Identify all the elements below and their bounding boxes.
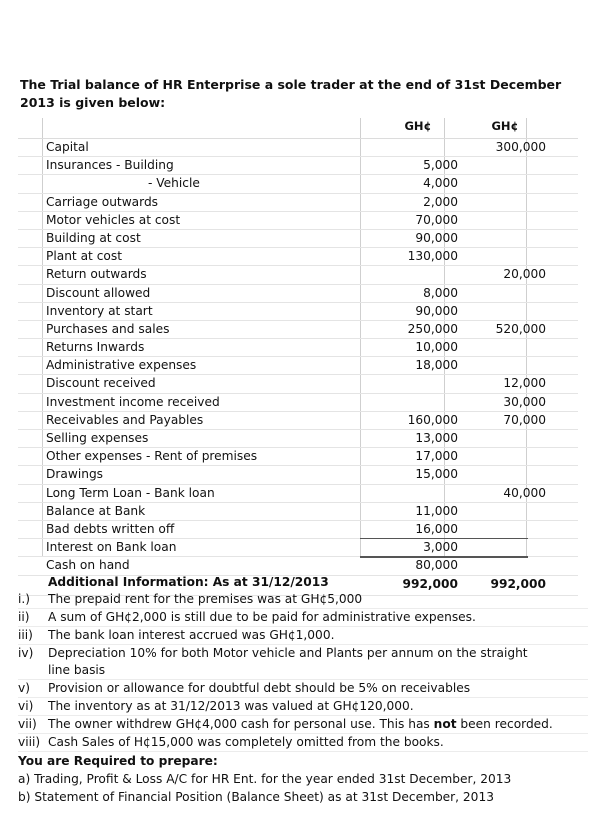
credit-value: 520,000 <box>495 321 546 336</box>
list-item <box>18 609 588 627</box>
credit-value: 40,000 <box>503 485 546 500</box>
table-row <box>18 539 578 557</box>
table-row <box>18 357 578 375</box>
account-label: Interest on Bank loan <box>46 540 177 555</box>
account-label: Discount received <box>46 376 156 391</box>
item-number: iii) <box>18 628 33 642</box>
debit-column-header: GH¢ <box>404 119 432 133</box>
table-row <box>18 303 578 321</box>
account-label: Motor vehicles at cost <box>46 212 181 227</box>
debit-value: 11,000 <box>415 503 458 518</box>
item-number: vii) <box>18 717 37 731</box>
credit-value: 70,000 <box>503 412 546 427</box>
account-label: Selling expenses <box>46 431 149 445</box>
item-text: Depreciation 10% for both Motor vehicle and Plants per annum on the straight line basis <box>48 646 528 677</box>
list-item <box>18 680 588 698</box>
table-row <box>18 212 578 230</box>
item-number: i.) <box>18 592 31 606</box>
credit-total: 992,000 <box>490 576 546 591</box>
document-heading: The Trial balance of HR Enterprise a sole trader at the end of 31st December 2013 is given below: <box>20 77 562 110</box>
table-row <box>18 430 578 448</box>
table-row <box>18 394 578 412</box>
account-label: Discount allowed <box>46 285 151 300</box>
item-text <box>48 716 553 733</box>
debit-value: 250,000 <box>407 321 458 336</box>
table-row <box>18 157 578 175</box>
debit-value: 15,000 <box>415 467 458 482</box>
item-text: The inventory as at 31/12/2013 was valued at GH¢120,000. <box>48 699 414 713</box>
debit-value: 80,000 <box>415 558 458 573</box>
table-row <box>18 194 578 212</box>
table-header-row <box>18 118 578 139</box>
debit-value: 130,000 <box>407 249 458 264</box>
list-item <box>18 645 588 680</box>
item-number: ii) <box>18 610 30 624</box>
debit-value: 4,000 <box>423 176 458 191</box>
item-number: v) <box>18 681 30 695</box>
account-label: Inventory at start <box>46 303 153 318</box>
item-text: The prepaid rent for the premises was at GH¢5,000 <box>48 592 363 606</box>
table-row <box>18 557 578 575</box>
credit-value: 12,000 <box>503 376 546 391</box>
list-item <box>18 716 588 734</box>
debit-value: 70,000 <box>415 212 458 227</box>
credit-column-header: GH¢ <box>491 119 519 133</box>
item-text-part: been recorded. <box>456 717 553 731</box>
table-row <box>18 248 578 266</box>
table-row <box>18 339 578 357</box>
credit-value: 30,000 <box>503 394 546 409</box>
debit-value: 16,000 <box>415 521 458 536</box>
debit-value: 13,000 <box>415 431 458 445</box>
item-text: The bank loan interest accrued was GH¢1,000. <box>48 628 335 642</box>
debit-value: 90,000 <box>415 230 458 245</box>
total-bottom-rule <box>360 556 528 558</box>
list-item <box>18 627 588 645</box>
table-row <box>18 448 578 466</box>
table-row <box>18 412 578 430</box>
required-title: You are Required to prepare: <box>18 754 218 768</box>
account-label: Cash on hand <box>46 558 130 573</box>
table-row <box>18 266 578 284</box>
item-number: iv) <box>18 646 34 660</box>
additional-information <box>18 574 588 806</box>
debit-value: 160,000 <box>407 412 458 427</box>
table-row <box>18 466 578 484</box>
debit-value: 90,000 <box>415 303 458 318</box>
trial-balance-table <box>18 118 578 596</box>
account-label: Purchases and sales <box>46 321 170 336</box>
debit-value: 3,000 <box>423 540 458 555</box>
table-row <box>18 375 578 393</box>
account-label: Building at cost <box>46 230 141 245</box>
table-row <box>18 230 578 248</box>
account-label: Insurances - Building <box>46 158 174 173</box>
account-label: Investment income received <box>46 394 220 409</box>
item-text: Cash Sales of H¢15,000 was completely omitted from the books. <box>48 735 444 749</box>
item-number: vi) <box>18 699 34 713</box>
list-item <box>18 698 588 716</box>
account-label: Receivables and Payables <box>46 412 204 427</box>
account-label: Other expenses - Rent of premises <box>46 449 258 464</box>
table-row <box>18 503 578 521</box>
additional-info-title: Additional Information: As at 31/12/2013 <box>48 575 329 589</box>
debit-value: 5,000 <box>423 158 458 173</box>
debit-value: 8,000 <box>423 285 458 300</box>
item-text: Provision or allowance for doubtful debt should be 5% on receivables <box>48 681 471 695</box>
account-label: Bad debts written off <box>46 521 175 536</box>
debit-value: 18,000 <box>415 358 458 373</box>
account-label: Return outwards <box>46 267 147 282</box>
total-top-rule <box>360 538 528 539</box>
emphasis-not: not <box>433 717 457 731</box>
debit-total: 992,000 <box>402 576 458 591</box>
debit-value: 17,000 <box>415 449 458 464</box>
credit-value: 300,000 <box>495 140 546 154</box>
account-label: Plant at cost <box>46 249 122 264</box>
table-row <box>18 485 578 503</box>
list-item <box>18 734 588 752</box>
account-label: Carriage outwards <box>46 194 159 209</box>
account-label: Long Term Loan - Bank loan <box>46 485 215 500</box>
debit-value: 10,000 <box>415 340 458 355</box>
account-label: Administrative expenses <box>46 358 197 373</box>
required-item: b) Statement of Financial Position (Balance Sheet) as at 31st December, 2013 <box>18 790 494 804</box>
table-row <box>18 285 578 303</box>
item-text: A sum of GH¢2,000 is still due to be paid for administrative expenses. <box>48 610 476 624</box>
item-text-part: The owner withdrew GH¢4,000 cash for personal use. This has <box>48 717 434 731</box>
debit-value: 2,000 <box>423 194 458 209</box>
table-row <box>18 175 578 193</box>
credit-value: 20,000 <box>503 267 546 282</box>
table-row <box>18 321 578 339</box>
table-row <box>18 521 578 539</box>
account-label: Balance at Bank <box>46 503 146 518</box>
account-label: Returns Inwards <box>46 340 145 355</box>
required-item: a) Trading, Profit & Loss A/C for HR Ent. for the year ended 31st December, 2013 <box>18 772 512 786</box>
account-label: Drawings <box>46 467 104 482</box>
account-label: - Vehicle <box>148 176 200 191</box>
item-number: viii) <box>18 735 41 749</box>
list-item <box>18 591 588 609</box>
account-label: Capital <box>46 140 89 154</box>
table-row <box>18 139 578 157</box>
